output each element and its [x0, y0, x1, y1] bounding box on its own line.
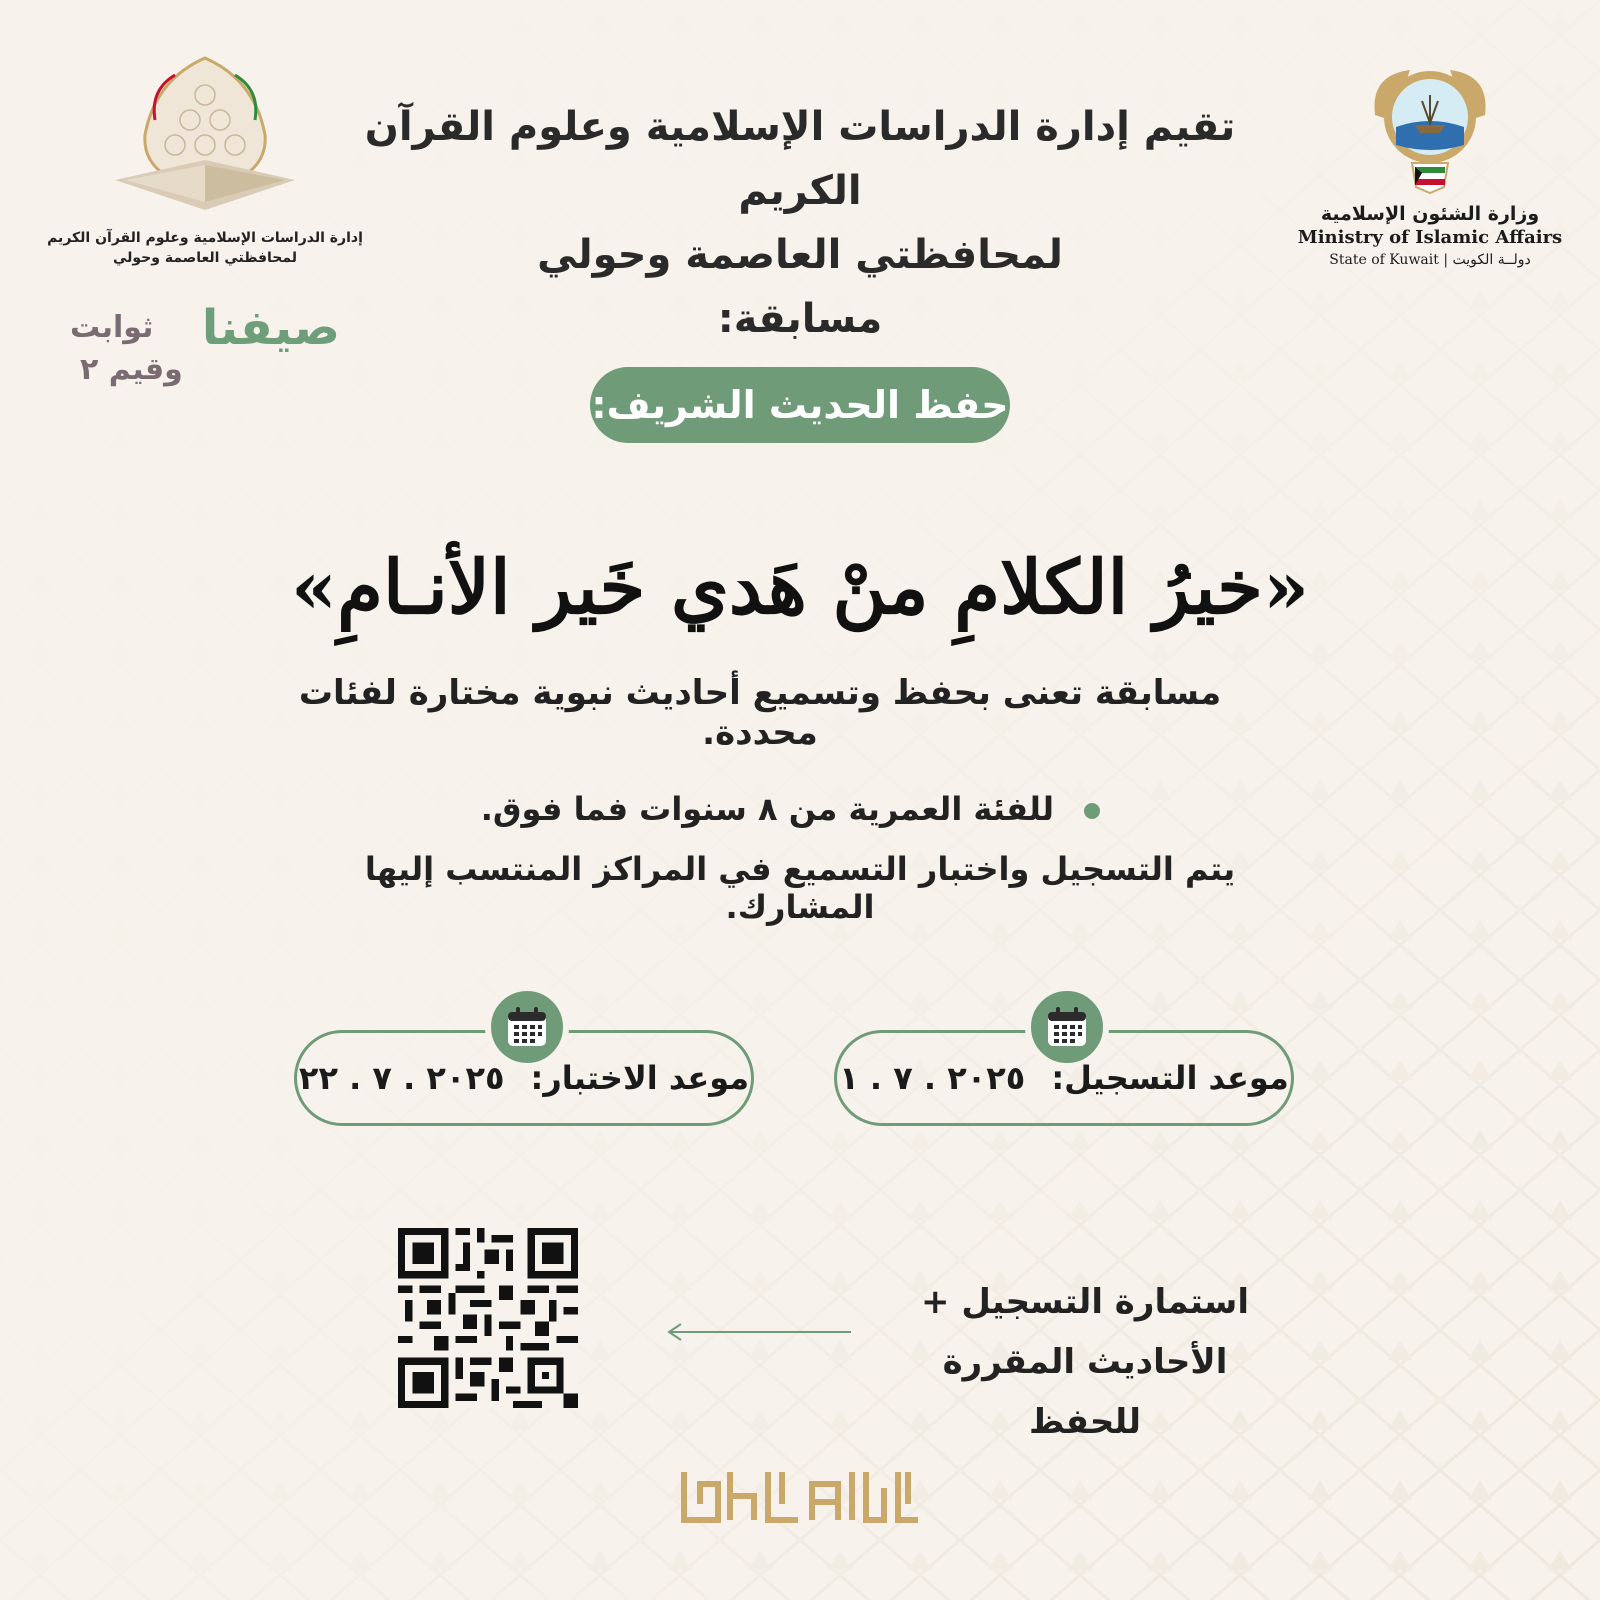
department-name	[40, 228, 370, 268]
competition-headline: «خيرُ الكلامِ منْ هَدي خَير الأنـامِ»	[290, 545, 1310, 631]
exam-date-label: موعد الاختبار:	[530, 1059, 750, 1097]
registration-date-value: ٢٠٢٥ . ٧ . ١	[839, 1059, 1026, 1097]
campaign-sub-text-2: وقيم ٢	[80, 352, 183, 387]
arrow-left-icon	[665, 1320, 855, 1344]
age-group-item	[380, 790, 1100, 828]
ministry-logo	[1290, 55, 1570, 285]
quran-dome-icon	[95, 50, 315, 220]
registration-note: يتم التسجيل واختبار التسميع في المراكز المنتسب إليها المشارك.	[364, 850, 1236, 926]
age-group-text: للفئة العمرية من ٨ سنوات فما فوق.	[480, 790, 1054, 828]
department-logo	[40, 50, 370, 270]
kuwait-emblem-icon	[1360, 55, 1500, 195]
campaign-main-text: صيفنا	[201, 300, 340, 356]
ministry-english-name: Ministry of Islamic Affairs	[1297, 227, 1563, 248]
intro-text	[330, 95, 1270, 351]
category-pill: حفظ الحديث الشريف:	[590, 367, 1010, 443]
form-text-line2: الأحاديث المقررة للحفظ	[942, 1342, 1228, 1442]
registration-date-box	[834, 1030, 1294, 1126]
department-line2: لمحافظتي العاصمة وحولي	[112, 250, 298, 266]
campaign-sub-text-1: ثوابت	[70, 310, 154, 345]
exam-date-value: ٢٠٢٥ . ٧ . ٢٢	[298, 1059, 505, 1097]
summer-campaign-logo	[60, 300, 350, 410]
bullet-dot-icon	[1084, 803, 1100, 819]
intro-line3: مسابقة:	[717, 296, 883, 342]
ministry-state-line: State of Kuwait | دولــة الكويت	[1329, 252, 1531, 268]
intro-line1: تقيم إدارة الدراسات الإسلامية وعلوم القرآن الكريم	[364, 104, 1236, 214]
exam-date-box	[294, 1030, 754, 1126]
intro-line2: لمحافظتي العاصمة وحولي	[537, 232, 1063, 278]
qr-code[interactable]	[398, 1228, 578, 1408]
ministry-arabic-name: وزارة الشئون الإسلامية	[1320, 203, 1540, 225]
competition-description: مسابقة تعنى بحفظ وتسميع أحاديث نبوية مختارة لفئات محددة.	[298, 673, 1222, 753]
registration-date-label: موعد التسجيل:	[1051, 1059, 1289, 1097]
department-line1: إدارة الدراسات الإسلامية وعلوم القرآن الكريم	[47, 230, 363, 246]
form-text-line1: استمارة التسجيل +	[921, 1282, 1249, 1322]
kufic-logo-icon	[678, 1464, 924, 1528]
registration-form-text	[890, 1272, 1280, 1452]
